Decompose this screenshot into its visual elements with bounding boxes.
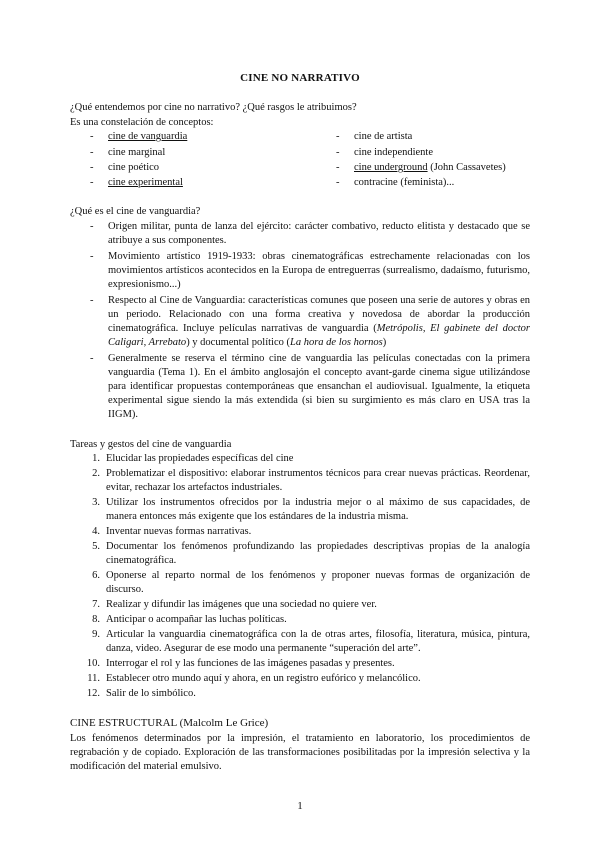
dash-marker: - — [90, 162, 94, 173]
list-number: 5. — [92, 541, 100, 552]
tarea-item — [70, 613, 530, 627]
tarea-item — [70, 540, 530, 568]
dash-marker: - — [90, 177, 94, 188]
tarea-text: Elucidar las propiedades específicas del cine — [106, 453, 294, 464]
tarea-text: Salir de lo simbólico. — [106, 688, 196, 699]
tarea-item — [70, 628, 530, 656]
dash-marker: - — [90, 221, 94, 232]
page-number: 1 — [297, 800, 303, 812]
tarea-item — [70, 569, 530, 597]
vanguardia-question: ¿Qué es el cine de vanguardia? — [70, 206, 201, 217]
bullet-text: ) — [382, 337, 387, 348]
dash-marker: - — [90, 131, 94, 142]
concept-item: cine de artista — [354, 131, 413, 142]
list-number: 7. — [92, 599, 100, 610]
tareas-list — [70, 452, 530, 702]
bullet-text: Origen militar, punta de lanza del ejército: carácter combativo, reducto elitista y destacado que se atribuye a sus componentes. — [108, 221, 530, 246]
list-number: 3. — [92, 497, 100, 508]
concept-item: cine poético — [108, 162, 160, 173]
dash-marker: - — [336, 177, 340, 188]
tarea-item — [70, 496, 530, 524]
tareas-heading: Tareas y gestos del cine de vanguardia — [70, 439, 232, 450]
estructural-text: Los fenómenos determinados por la impresión, el tratamiento en laboratorio, los procedimientos de regrabación y de copiado. Exploración de las transformaciones posibilitadas por la impresión selectiva y la modificación del material emulsivo. — [70, 733, 530, 772]
concept-item-note: (John Cassavetes) — [427, 162, 506, 173]
tarea-text: Realizar y difundir las imágenes que una sociedad no quiere ver. — [106, 599, 377, 610]
bullet-text: Movimiento artístico 1919-1933: obras cinematográficas estrechamente relacionadas con los movimientos artísticos acontecidos en la Europa de entreguerras (surrealismo, dadaísmo, futurismo, expresionismo...) — [108, 251, 530, 290]
dash-marker: - — [90, 295, 94, 306]
tarea-text: Documentar los fenómenos profundizando las propiedades descriptivas propias de la analogía cinematográfica. — [106, 541, 530, 566]
list-number: 12. — [86, 688, 100, 699]
estructural-heading: CINE ESTRUCTURAL (Malcolm Le Grice) — [70, 717, 269, 729]
tarea-item — [70, 672, 530, 686]
dash-marker: - — [90, 251, 94, 262]
tarea-text: Problematizar el dispositivo: elaborar instrumentos técnicos para crear nuevas prácticas. Reordenar, evitar, rechazar los artefactos industriales. — [106, 468, 530, 493]
bullet-text: ) y documental político ( — [186, 337, 290, 348]
tarea-text: Establecer otro mundo aquí y ahora, en un registro eufórico y melancólico. — [106, 673, 421, 684]
bullet-item — [70, 352, 530, 422]
concept-item: cine experimental — [108, 177, 183, 188]
bullet-text: Generalmente se reserva el término cine de vanguardia las películas conectadas con la primera vanguardia (Tema 1). En el ámbito anglosajón el concepto avant-garde cinema sigue utilizándose para identificar propuestas contemporáneas que ensanchan el audiovisual. Igualmente, la etiqueta experimental sigue siendo la más extendida (si bien su surgimiento es más claro en USA tras la IIGM). — [108, 353, 530, 420]
dash-marker: - — [90, 353, 94, 364]
concept-item: cine underground — [354, 162, 428, 173]
tarea-text: Anticipar o acompañar las luchas políticas. — [106, 614, 287, 625]
tarea-item — [70, 525, 530, 539]
tarea-item — [70, 687, 530, 701]
tarea-item — [70, 452, 530, 466]
list-number: 8. — [92, 614, 100, 625]
list-number: 10. — [86, 658, 100, 669]
tarea-text: Utilizar los instrumentos ofrecidos por la industria mejor o al máximo de sus capacidades, de manera entonces más exigente que los estándares de la industria misma. — [106, 497, 530, 522]
page-title: CINE NO NARRATIVO — [240, 72, 360, 84]
film-title: La hora de los hornos — [290, 337, 383, 348]
tarea-item — [70, 598, 530, 612]
tarea-item — [70, 467, 530, 495]
tarea-text: Inventar nuevas formas narrativas. — [106, 526, 252, 537]
dash-marker: - — [336, 131, 340, 142]
concept-item: cine de vanguardia — [108, 131, 188, 142]
tarea-item — [70, 657, 530, 671]
list-number: 2. — [92, 468, 100, 479]
dash-marker: - — [336, 162, 340, 173]
list-number: 6. — [92, 570, 100, 581]
list-number: 9. — [92, 629, 100, 640]
dash-marker: - — [336, 147, 340, 158]
tarea-text: Interrogar el rol y las funciones de las imágenes pasadas y presentes. — [106, 658, 395, 669]
dash-marker: - — [90, 147, 94, 158]
tarea-text: Articular la vanguardia cinematográfica con la de otras artes, filosofía, literatura, música, pintura, danza, video. Asegurar de ese modo una permanente “superación del arte”. — [106, 629, 530, 654]
list-number: 11. — [87, 673, 100, 684]
film-titles: Metrópolis, El gabinete del doctor Caligari, Arrebato — [108, 323, 530, 348]
bullet-text: Respecto al Cine de Vanguardia: características comunes que poseen una serie de autores y obras en un periodo. Relacionado con una forma creativa y novedosa de abordar la producción cinematográfica. Incluye películas narrativas de vanguardia ( — [108, 295, 530, 334]
list-number: 1. — [92, 453, 100, 464]
concept-item-group — [354, 161, 506, 175]
concept-item: contracine (feminista)... — [354, 177, 455, 188]
list-number: 4. — [92, 526, 100, 537]
vanguardia-bullets — [70, 220, 530, 424]
bullet-item — [70, 250, 530, 292]
bullet-item — [70, 220, 530, 248]
intro-lead: Es una constelación de conceptos: — [70, 117, 214, 128]
concept-item: cine marginal — [108, 147, 166, 158]
bullet-item — [70, 294, 530, 350]
tarea-text: Oponerse al reparto normal de los fenómenos y proponer nuevas formas de organización de discurso. — [106, 570, 530, 595]
intro-question: ¿Qué entendemos por cine no narrativo? ¿Qué rasgos le atribuimos? — [70, 102, 357, 113]
concept-item: cine independiente — [354, 147, 434, 158]
